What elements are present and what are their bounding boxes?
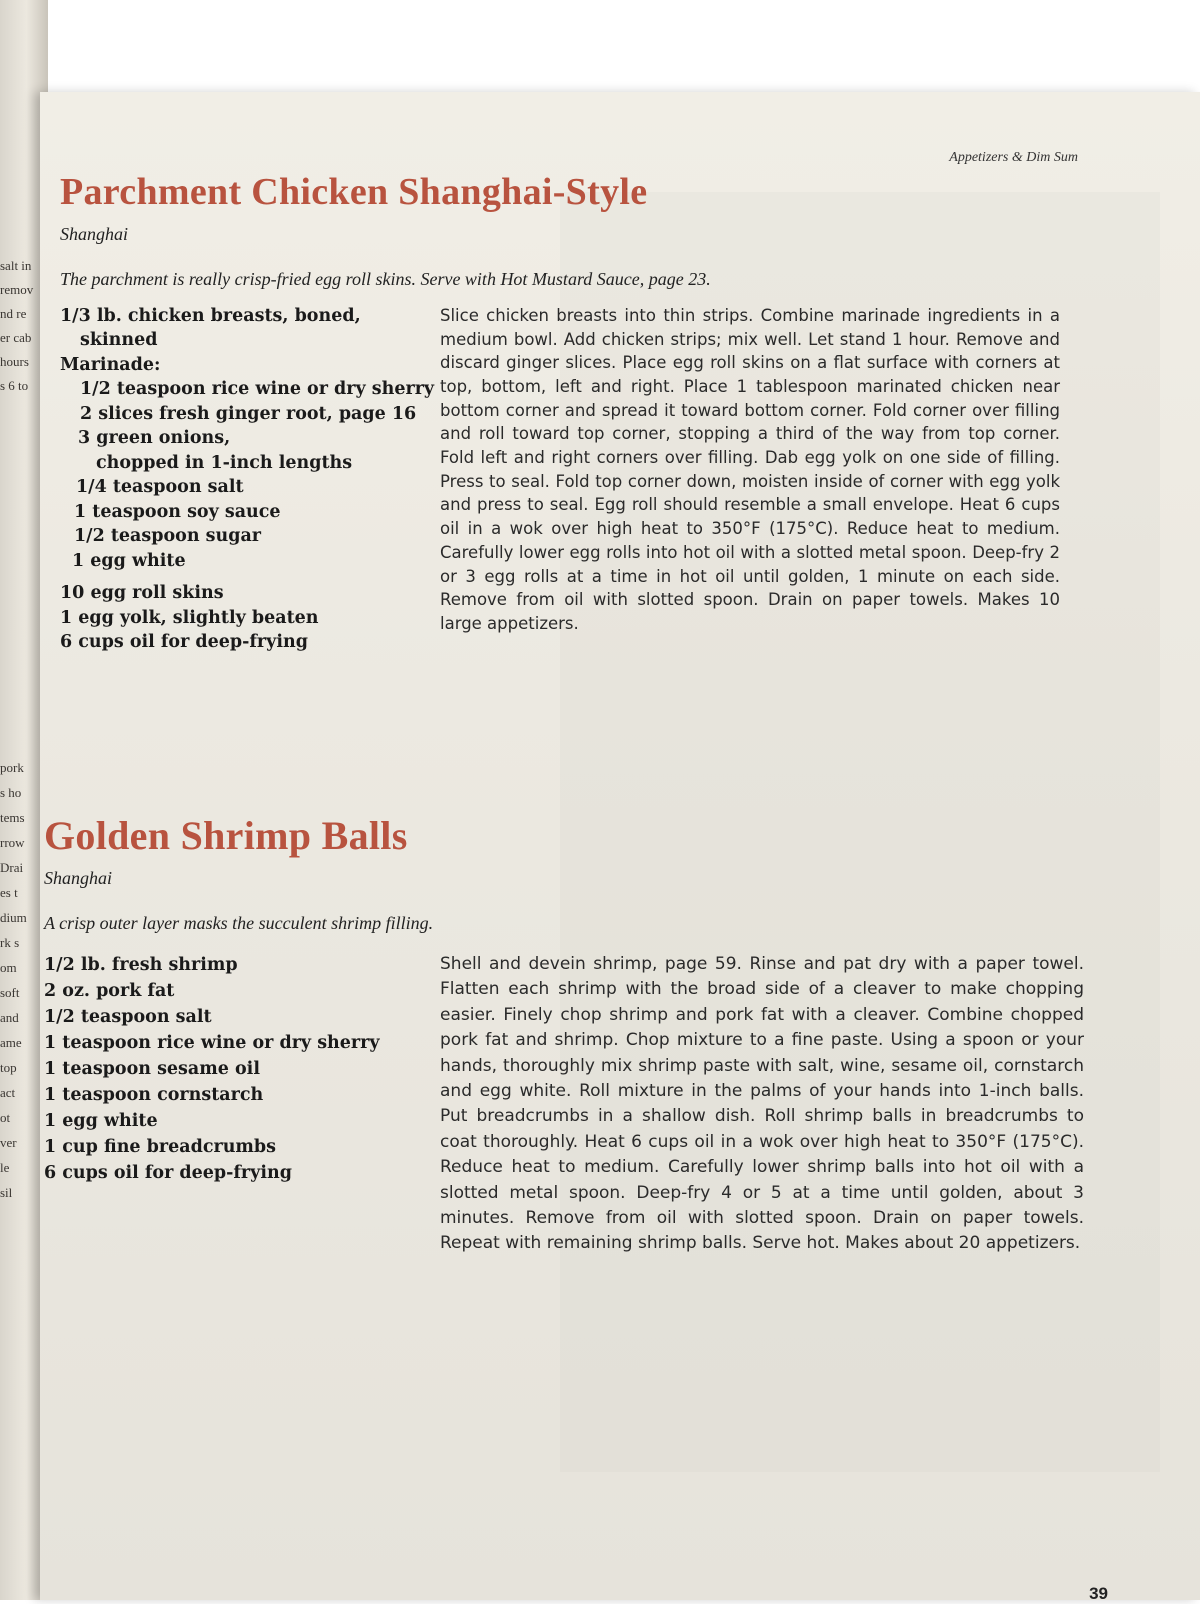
book-page [40,92,1200,1603]
left-page-fragment: hours [0,354,29,369]
ingredient-list [60,304,440,655]
left-page-fragment: tems [0,810,25,825]
left-page-fragment: er cab [0,330,32,345]
ingredient-line: chopped in 1-inch lengths [96,452,353,473]
ingredient-line: 2 slices fresh ginger root, page 16 [80,403,417,424]
running-head: Appetizers & Dim Sum [949,150,1078,165]
page-number: 39 [1089,1584,1108,1603]
ingredient-subheading: Marinade: [60,354,161,375]
ingredient-line: 1 teaspoon rice wine or dry sherry [44,1033,380,1053]
ingredient-line: 1 teaspoon cornstarch [44,1085,264,1105]
left-page-fragment: ot [0,1110,11,1125]
ingredient-line: 2 oz. pork fat [44,981,175,1001]
left-page-fragment: le [0,1160,10,1175]
left-page-fragment: salt in [0,258,32,273]
recipe-golden-shrimp-balls [44,814,1094,1372]
recipe-region: Shanghai [60,223,129,244]
left-page-fragment: s ho [0,785,22,800]
ingredient-line: 1/2 teaspoon sugar [74,526,262,547]
left-page-fragment: rk s [0,935,20,950]
recipe-parchment-chicken [60,172,1080,724]
recipe-intro: A crisp outer layer masks the succulent shrimp filling. [44,913,434,933]
ingredient-line: 1/2 teaspoon salt [44,1007,212,1027]
ingredient-line: 1/2 teaspoon rice wine or dry sherry [80,379,435,400]
left-page-fragment: Drai [0,860,24,875]
method-text: Shell and devein shrimp, page 59. Rinse and pat dry with a paper towel. Flatten each shrimp with the broad side of a cleaver to make chopping easier. Finely chop shrimp and pork fat with a cleaver. Combine chopped pork fat and shrimp. Chop mixture to a fine paste. Using a spoon or your hands, thoroughly mix shrimp paste with salt, wine, sesame oil, cornstarch and egg white. Roll mixture in the palms of your hands into 1-inch balls. Put breadcrumbs in a shallow dish. Roll shrimp balls in breadcrumbs to coat thoroughly. Heat 6 cups oil in a wok over high heat to 350°F (175°C). Reduce heat to medium. Carefully lower shrimp balls into hot oil with a slotted metal spoon. Deep-fry 4 or 5 at a time until golden, about 3 minutes. Remove from oil with slotted spoon. Drain on paper towels. Repeat with remaining shrimp balls. Serve hot. Makes about 20 appetizers. [440,954,1084,1254]
left-page-fragment: act [0,1085,16,1100]
ingredient-line: 1 cup fine breadcrumbs [44,1137,277,1157]
method-text: Slice chicken breasts into thin strips. Combine marinade ingredients in a medium bowl. Add chicken strips; mix well. Let stand 1 hour. Remove and discard ginger slices. Place egg roll skins on a flat surface with corners at top, bottom, left and right. Place 1 tablespoon marinated chicken near bottom corner and spread it toward bottom corner. Fold corner over filling and roll toward top corner, stopping a third of the way from top corner. Fold left and right corners over filling. Dab egg yolk on one side of filling. Press to seal. Fold top corner down, moisten inside of corner with egg yolk and press to seal. Egg roll should resemble a small envelope. Heat 6 cups oil in a wok over high heat to 350°F (175°C). Reduce heat to medium. Carefully lower egg rolls into hot oil with a slotted metal spoon. Deep-fry 2 or 3 egg rolls at a time in hot oil until golden, 1 minute on each side. Remove from oil with slotted spoon. Drain on paper towels. Makes 10 large appetizers. [440,305,1060,633]
left-page-fragment: om [0,960,17,975]
left-page-fragment: ver [0,1135,17,1150]
ingredient-line: 1/4 teaspoon salt [76,477,244,498]
left-page-fragment: top [0,1060,17,1075]
ingredient-line: 1 teaspoon soy sauce [74,501,281,522]
ingredient-list [44,952,424,1186]
left-page-fragment: remov [0,282,34,297]
left-page-fragment: and [0,1010,19,1025]
ingredient-line: 1 egg white [72,550,186,571]
ingredient-line: 1/2 lb. fresh shrimp [44,955,238,975]
ingredient-line: 10 egg roll skins [60,583,224,604]
left-page-fragment: es t [0,885,18,900]
left-page-fragment: s 6 to [0,378,29,393]
left-page-fragment: ame [0,1035,22,1050]
recipe-intro: The parchment is really crisp-fried egg roll skins. Serve with Hot Mustard Sauce, page 23. [60,268,711,289]
recipe-region: Shanghai [44,868,113,888]
left-page-fragment: nd re [0,306,27,321]
ingredient-line: 3 green onions, [78,428,231,449]
ingredient-line: 6 cups oil for deep-frying [44,1163,292,1183]
left-page-fragment: dium [0,910,27,925]
ingredient-line: 1 egg yolk, slightly beaten [60,607,319,628]
left-page-fragment: sil [0,1185,13,1200]
left-page-fragment: soft [0,985,20,1000]
ingredient-line: 1/3 lb. chicken breasts, boned, [60,305,361,326]
ingredient-line: 6 cups oil for deep-frying [60,632,308,653]
left-page-fragment: rrow [0,835,25,850]
ingredient-line: skinned [80,330,158,351]
recipe-title: Golden Shrimp Balls [44,813,408,858]
left-page-fragment: pork [0,760,24,775]
ingredient-line: 1 egg white [44,1111,158,1131]
recipe-title: Parchment Chicken Shanghai-Style [60,171,648,213]
ingredient-line: 1 teaspoon sesame oil [44,1059,260,1079]
